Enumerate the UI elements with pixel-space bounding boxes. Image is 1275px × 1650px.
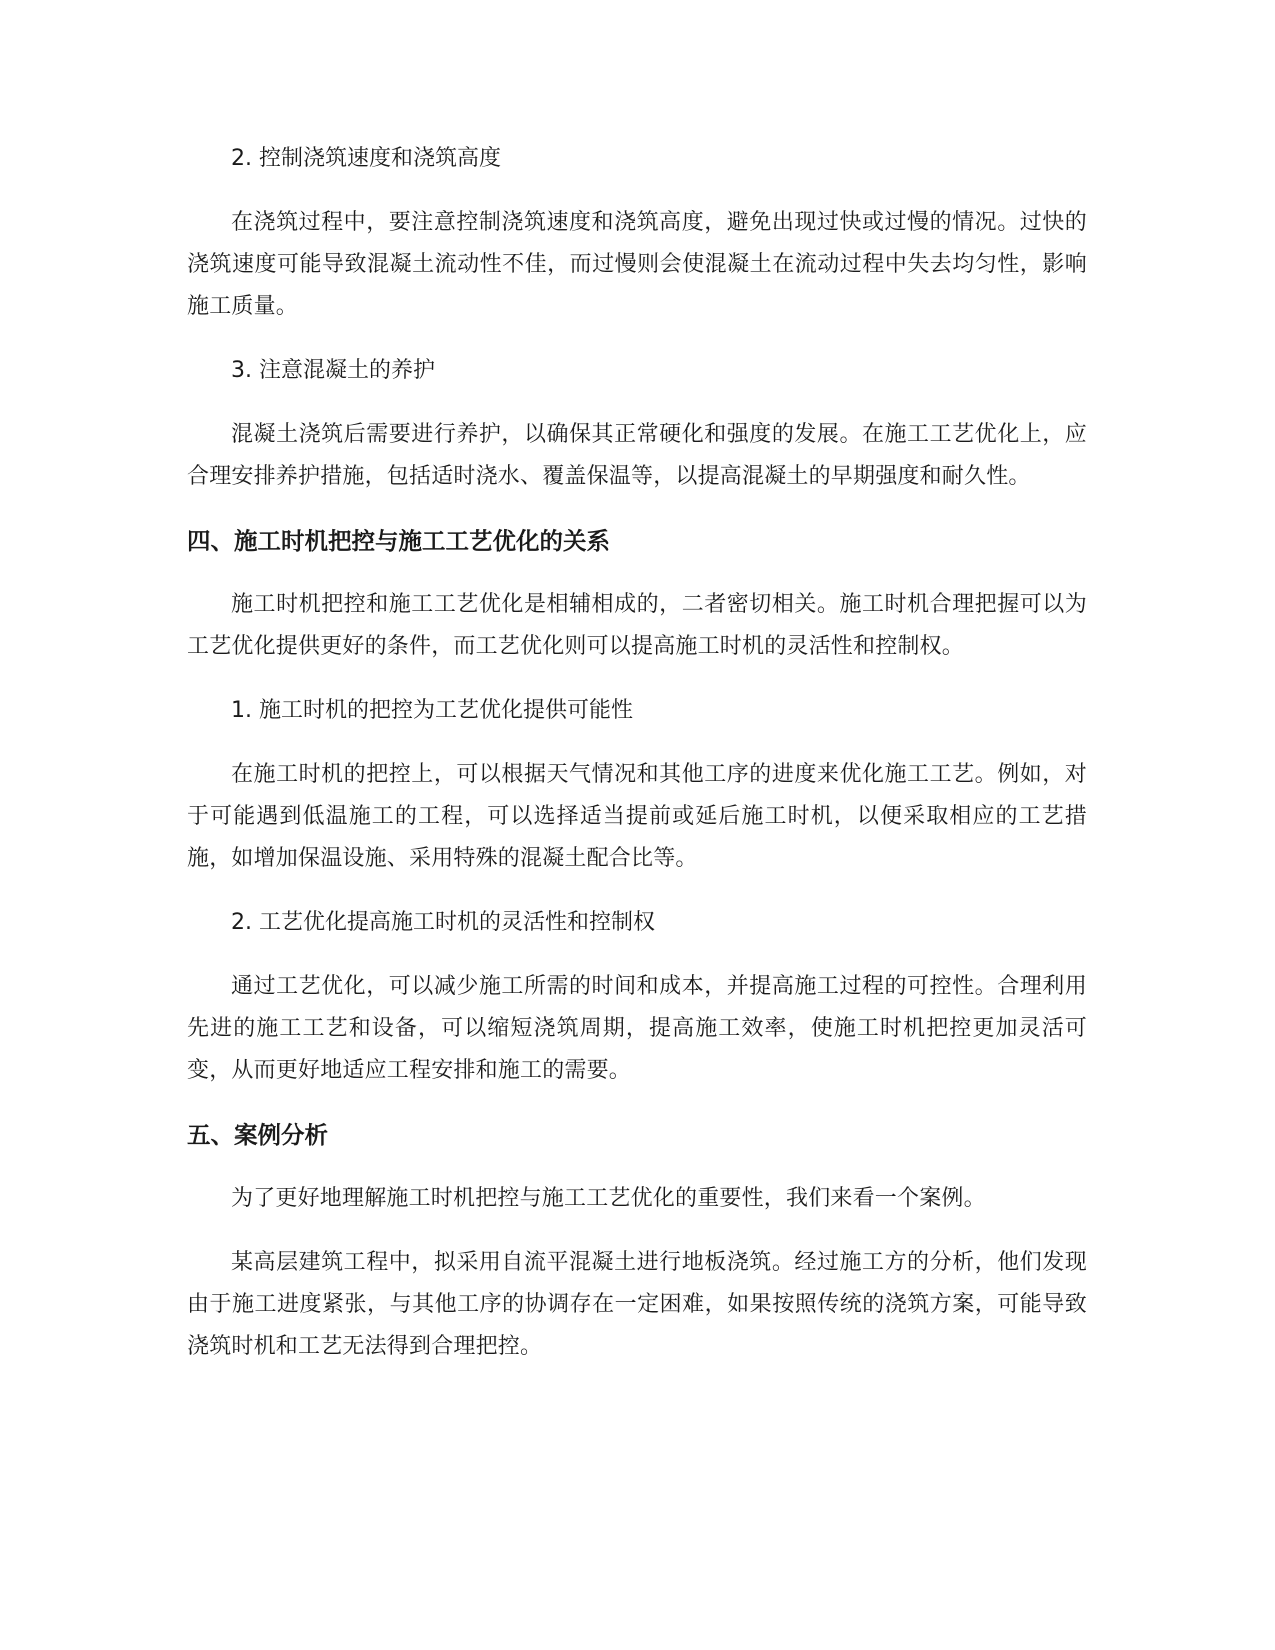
subsection-item-1-timing: 1. 施工时机的把控为工艺优化提供可能性 — [231, 698, 633, 723]
paragraph-flexibility: 通过工艺优化，可以减少施工所需的时间和成本，并提高施工过程的可控性。合理利用先进的施工工艺和设备，可以缩短浇筑周期，提高施工效率，使施工时机把控更加灵活可变，从而更好地适应工程安排和施工的需要。 — [187, 974, 1087, 1083]
paragraph-case-intro: 为了更好地理解施工时机把控与施工工艺优化的重要性，我们来看一个案例。 — [231, 1186, 986, 1211]
section-heading-5: 五、案例分析 — [187, 1121, 328, 1149]
document-body — [187, 138, 1087, 1390]
subsection-item-2-flexibility: 2. 工艺优化提高施工时机的灵活性和控制权 — [231, 910, 655, 935]
paragraph-relationship: 施工时机把控和施工工艺优化是相辅相成的，二者密切相关。施工时机合理把握可以为工艺优化提供更好的条件，而工艺优化则可以提高施工时机的灵活性和控制权。 — [187, 592, 1087, 659]
paragraph-timing: 在施工时机的把控上，可以根据天气情况和其他工序的进度来优化施工工艺。例如，对于可能遇到低温施工的工程，可以选择适当提前或延后施工时机，以便采取相应的工艺措施，如增加保温设施、采用特殊的混凝土配合比等。 — [187, 762, 1087, 871]
subsection-item-3-curing: 3. 注意混凝土的养护 — [231, 358, 435, 383]
paragraph-curing: 混凝土浇筑后需要进行养护，以确保其正常硬化和强度的发展。在施工工艺优化上，应合理安排养护措施，包括适时浇水、覆盖保温等，以提高混凝土的早期强度和耐久性。 — [187, 422, 1087, 489]
paragraph-pour-speed: 在浇筑过程中，要注意控制浇筑速度和浇筑高度，避免出现过快或过慢的情况。过快的浇筑速度可能导致混凝土流动性不佳，而过慢则会使混凝土在流动过程中失去均匀性，影响施工质量。 — [187, 210, 1087, 319]
section-heading-4: 四、施工时机把控与施工工艺优化的关系 — [187, 527, 610, 555]
subsection-item-2-pour-speed: 2. 控制浇筑速度和浇筑高度 — [231, 146, 501, 171]
paragraph-case-detail: 某高层建筑工程中，拟采用自流平混凝土进行地板浇筑。经过施工方的分析，他们发现由于施工进度紧张，与其他工序的协调存在一定困难，如果按照传统的浇筑方案，可能导致浇筑时机和工艺无法得到合理把控。 — [187, 1250, 1087, 1359]
